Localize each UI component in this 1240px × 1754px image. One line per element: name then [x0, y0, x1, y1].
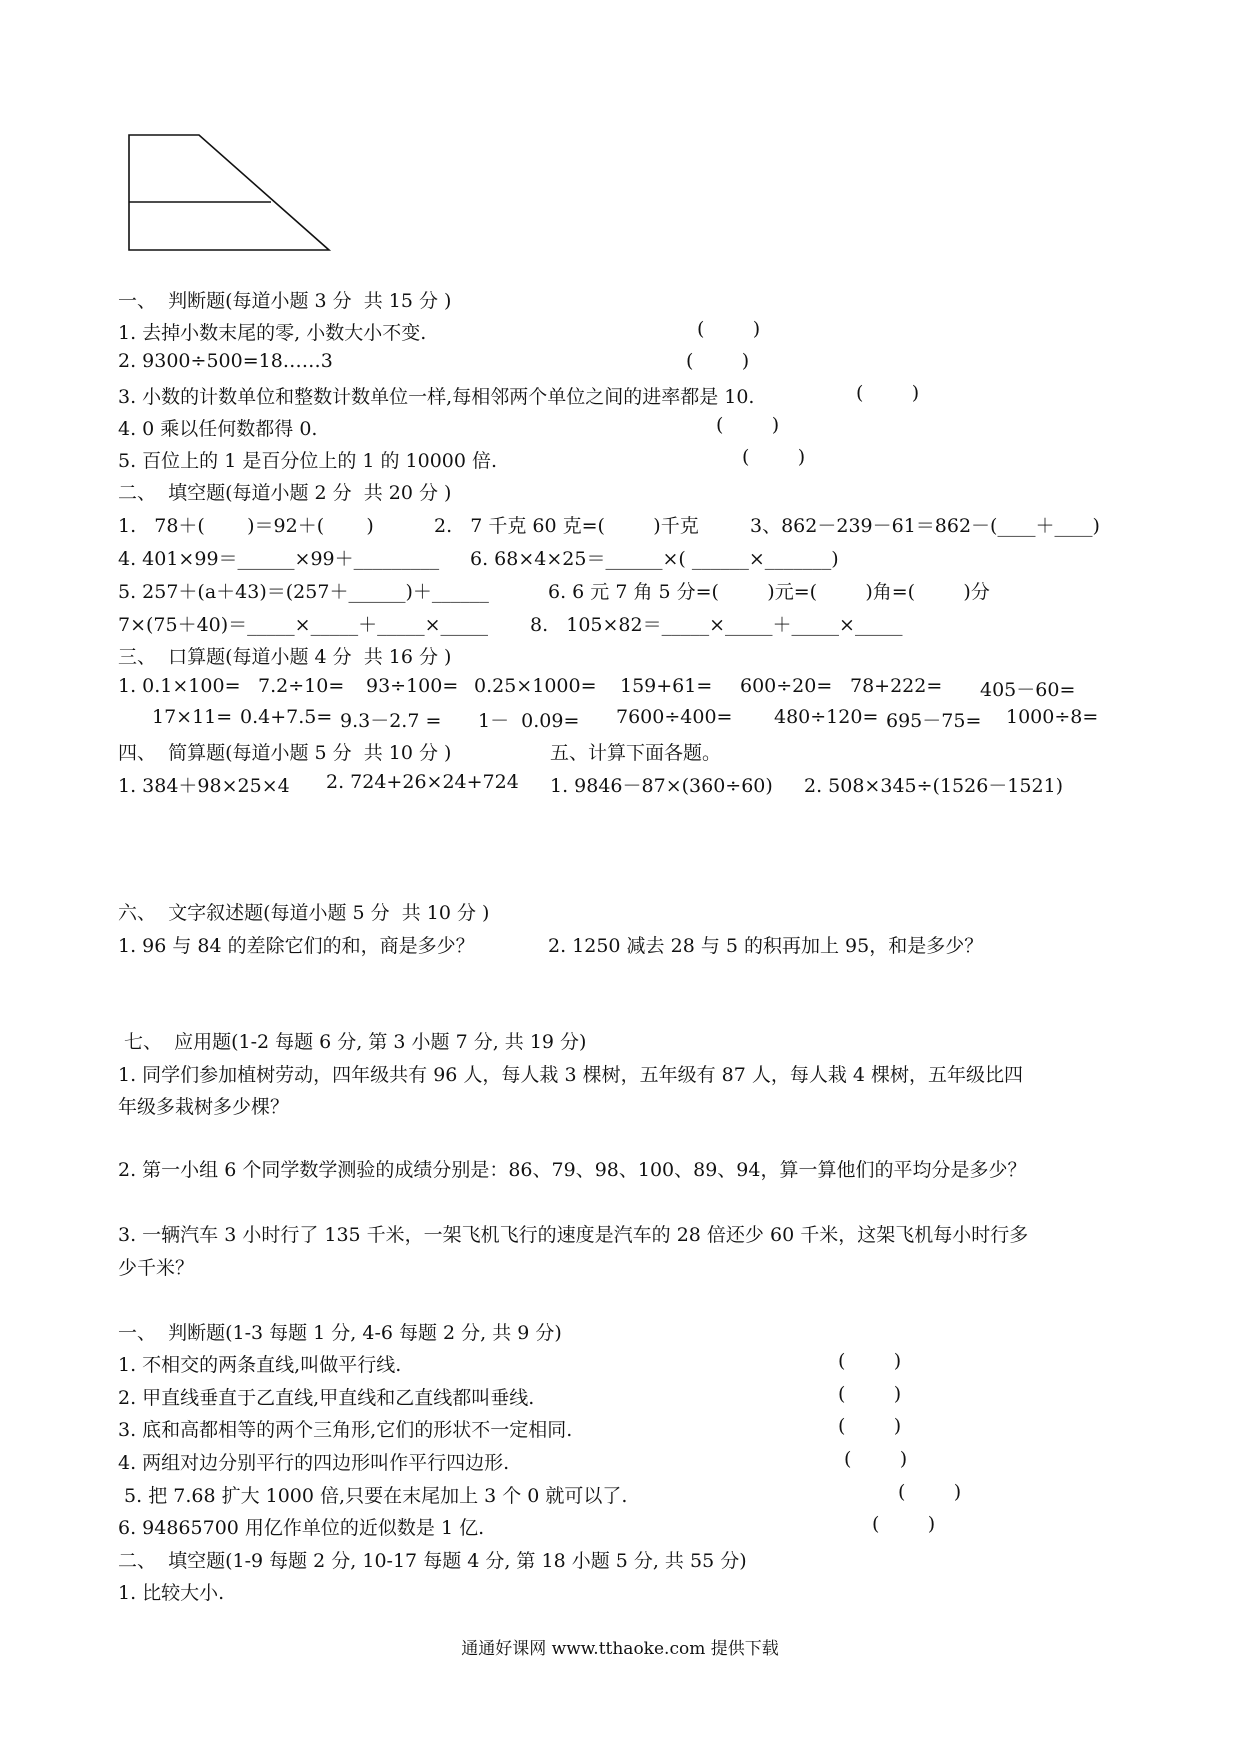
oral-item: 78+222= — [850, 675, 943, 697]
section-7-heading: 七、 应用题(1-2 每题 6 分, 第 3 小题 7 分, 共 19 分) — [124, 1031, 587, 1053]
fill-item: 1. 78＋( )＝92＋( ) — [118, 515, 374, 537]
judge-item-1: 1. 去掉小数末尾的零, 小数大小不变. — [118, 322, 427, 344]
oral-item: 405－60= — [980, 679, 1076, 701]
application-q1-line2: 年级多栽树多少棵？ — [118, 1096, 290, 1118]
simplify-item: 1. 384＋98×25×4 — [118, 775, 290, 797]
fill-item: 7×(75＋40)＝_____×_____＋_____×_____ — [118, 614, 489, 636]
word-item: 2. 1250 减去 28 与 5 的积再加上 95，和是多少？ — [548, 935, 984, 957]
judge2-item-3: 3. 底和高都相等的两个三角形,它们的形状不一定相同. — [118, 1419, 573, 1441]
oral-item: 1－ 0.09= — [478, 710, 580, 732]
application-q2: 2. 第一小组 6 个同学数学测验的成绩分别是：86、79、98、100、89、94，算一算他们的平均分是多少？ — [118, 1159, 1027, 1181]
answer-paren: ( ) — [898, 1481, 962, 1503]
answer-paren: ( ) — [686, 350, 750, 372]
answer-paren: ( ) — [856, 382, 920, 404]
calc-item: 1. 9846－87×(360÷60) — [550, 775, 773, 797]
judge-item-4: 4. 0 乘以任何数都得 0. — [118, 418, 318, 440]
fill2-item-1: 1. 比较大小. — [118, 1582, 225, 1604]
oral-item: 695－75= — [886, 710, 982, 732]
oral-item: 7.2÷10= — [258, 675, 345, 697]
oral-item: 600÷20= — [740, 675, 833, 697]
answer-paren: ( ) — [838, 1415, 902, 1437]
oral-item: 7600÷400= — [616, 706, 733, 728]
application-q1-line1: 1. 同学们参加植树劳动，四年级共有 96 人，每人栽 3 棵树，五年级有 87 人，每人栽 4 棵树，五年级比四 — [118, 1064, 1024, 1086]
answer-paren: ( ) — [742, 446, 806, 468]
fill-item: 8. 105×82＝_____×_____＋_____×_____ — [530, 614, 903, 636]
section-4-heading: 四、 简算题(每道小题 5 分 共 10 分 ) — [118, 742, 452, 764]
oral-item: 1000÷8= — [1006, 706, 1099, 728]
section-9-heading: 二、 填空题(1-9 每题 2 分, 10-17 每题 4 分, 第 18 小题 5 分, 共 55 分) — [118, 1550, 747, 1572]
page-footer: 通通好课网 www.tthaoke.com 提供下载 — [461, 1639, 779, 1659]
oral-item: 93÷100= — [366, 675, 459, 697]
fill-item: 4. 401×99＝______×99＋_________ — [118, 548, 440, 570]
oral-item: 9.3－2.7 = — [340, 710, 442, 732]
section-8-heading: 一、 判断题(1-3 每题 1 分, 4-6 每题 2 分, 共 9 分) — [118, 1322, 562, 1344]
application-q3-line1: 3. 一辆汽车 3 小时行了 135 千米，一架飞机飞行的速度是汽车的 28 倍还少 60 千米，这架飞机每小时行多 — [118, 1224, 1029, 1246]
oral-item: 1. 0.1×100= — [118, 675, 241, 697]
section-3-heading: 三、 口算题(每道小题 4 分 共 16 分 ) — [118, 646, 452, 668]
calc-item: 2. 508×345÷(1526－1521) — [804, 775, 1064, 797]
oral-item: 17×11= — [152, 706, 233, 728]
word-item: 1. 96 与 84 的差除它们的和，商是多少？ — [118, 935, 475, 957]
fill-item: 5. 257＋(a＋43)＝(257＋______)＋______ — [118, 581, 489, 603]
judge2-item-4: 4. 两组对边分别平行的四边形叫作平行四边形. — [118, 1452, 510, 1474]
fill-item: 6. 6 元 7 角 5 分=( )元=( )角=( )分 — [548, 581, 990, 603]
judge-item-3: 3. 小数的计数单位和整数计数单位一样,每相邻两个单位之间的进率都是 10. — [118, 386, 755, 408]
fill-item: 3、862－239－61＝862－(____＋____) — [750, 515, 1100, 537]
section-2-heading: 二、 填空题(每道小题 2 分 共 20 分 ) — [118, 482, 452, 504]
fill-item: 6. 68×4×25＝______×( ______×_______) — [470, 548, 839, 570]
section-6-heading: 六、 文字叙述题(每道小题 5 分 共 10 分 ) — [118, 902, 490, 924]
answer-paren: ( ) — [716, 414, 780, 436]
answer-paren: ( ) — [872, 1513, 936, 1535]
oral-item: 0.25×1000= — [474, 675, 597, 697]
fill-item: 2. 7 千克 60 克=( )千克 — [434, 515, 699, 537]
answer-paren: ( ) — [844, 1448, 908, 1470]
judge-item-5: 5. 百位上的 1 是百分位上的 1 的 10000 倍. — [118, 450, 498, 472]
oral-item: 480÷120= — [774, 706, 879, 728]
oral-item: 159+61= — [620, 675, 713, 697]
oral-item: 0.4+7.5= — [240, 706, 333, 728]
judge2-item-1: 1. 不相交的两条直线,叫做平行线. — [118, 1354, 402, 1376]
judge2-item-5: 5. 把 7.68 扩大 1000 倍,只要在末尾加上 3 个 0 就可以了. — [118, 1485, 628, 1507]
section-1-heading: 一、 判断题(每道小题 3 分 共 15 分 ) — [118, 290, 452, 312]
answer-paren: ( ) — [838, 1383, 902, 1405]
trapezoid-figure — [126, 132, 336, 257]
answer-paren: ( ) — [697, 318, 761, 340]
application-q3-line2: 少千米？ — [118, 1257, 195, 1279]
section-5-heading: 五、计算下面各题。 — [550, 742, 722, 764]
answer-paren: ( ) — [838, 1350, 902, 1372]
simplify-item: 2. 724+26×24+724 — [326, 771, 519, 793]
judge2-item-6: 6. 94865700 用亿作单位的近似数是 1 亿. — [118, 1517, 485, 1539]
judge2-item-2: 2. 甲直线垂直于乙直线,甲直线和乙直线都叫垂线. — [118, 1387, 535, 1409]
judge-item-2: 2. 9300÷500=18……3 — [118, 350, 333, 372]
